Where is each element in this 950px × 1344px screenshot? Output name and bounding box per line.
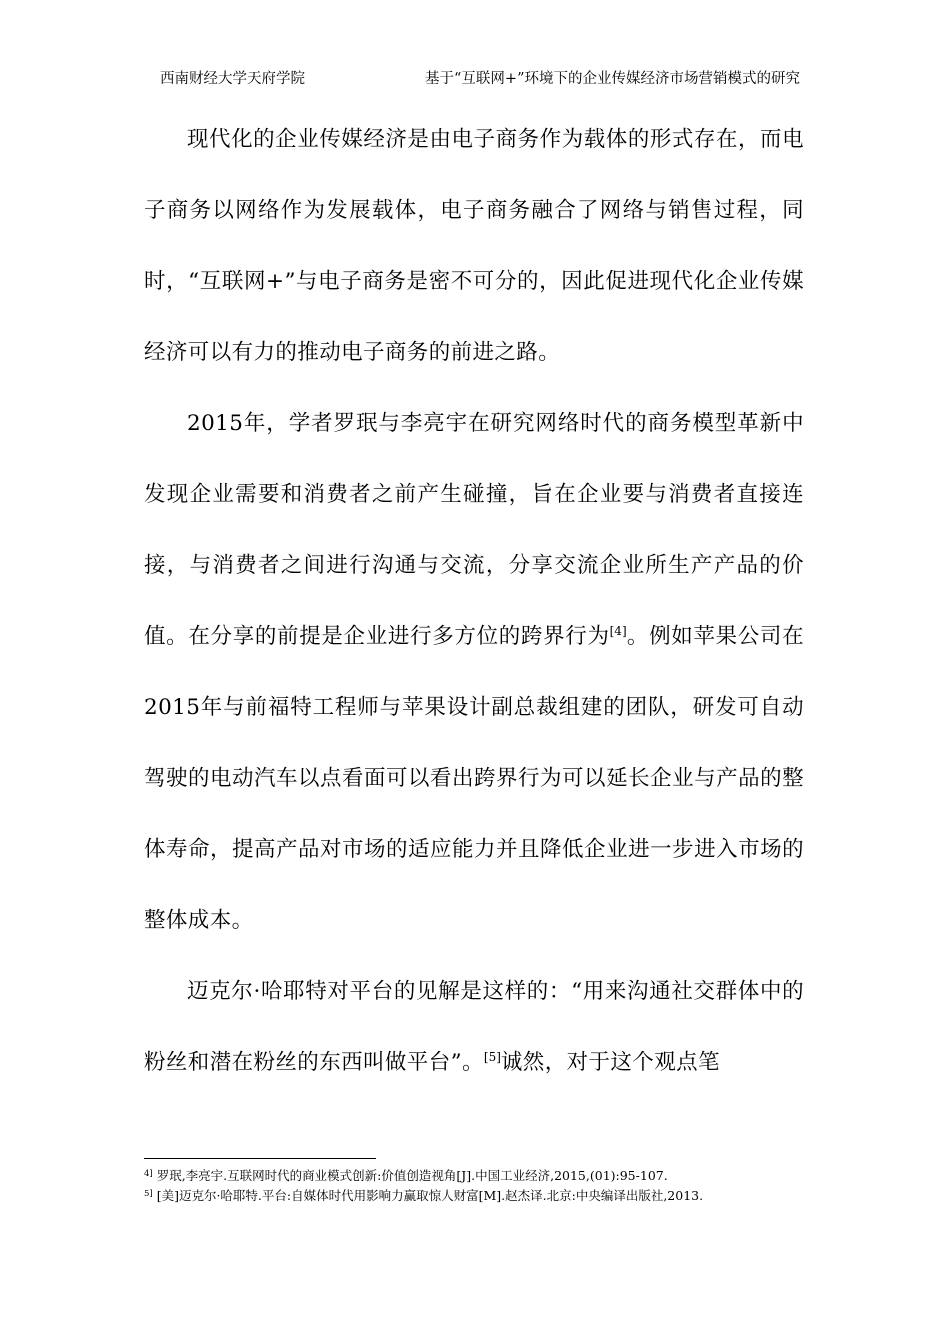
paragraph-3-text: 迈克尔·哈耶特对平台的见解是这样的：“用来沟通社交群体中的粉丝和潜在粉丝的东西叫做平台”。 [144, 979, 804, 1075]
footnotes [144, 1166, 824, 1206]
citation-ref-5[interactable]: [5] [483, 1050, 501, 1064]
paragraph-1 [144, 104, 804, 388]
paragraph-1-text: 现代化的企业传媒经济是由电子商务作为载体的形式存在，而电子商务以网络作为发展载体，电子商务融合了网络与销售过程，同时，“互联网+”与电子商务是密不可分的，因此促进现代化企业传媒经济可以有力的推动电子商务的前进之路。 [144, 127, 804, 365]
header-institution: 西南财经大学天府学院 [160, 71, 305, 87]
body-text [144, 104, 804, 1098]
paragraph-3-text-continued: 诚然，对于这个观点笔 [500, 1050, 720, 1075]
footnote-4-text: 罗珉,李亮宇.互联网时代的商业模式创新:价值创造视角[J].中国工业经济,2015,(01):95-107. [152, 1168, 668, 1183]
header-thesis-title: 基于“互联网+”环境下的企业传媒经济市场营销模式的研究 [425, 71, 800, 87]
footnote-4 [144, 1166, 824, 1186]
paragraph-2-text-continued: 。例如苹果公司在2015年与前福特工程师与苹果设计副总裁组建的团队，研发可自动驾驶的电动汽车以点看面可以看出跨界行为可以延长企业与产品的整体寿命，提高产品对市场的适应能力并且降低企业进一步进入市场的整体成本。 [144, 624, 805, 933]
footnote-5 [144, 1186, 824, 1206]
footnote-4-mark: 4] [144, 1169, 153, 1179]
paragraph-2 [144, 388, 804, 956]
citation-ref-4[interactable]: [4] [609, 624, 627, 638]
paragraph-3 [144, 956, 804, 1098]
footnote-5-mark: 5] [144, 1189, 153, 1199]
paragraph-2-text: 2015年，学者罗珉与李亮宇在研究网络时代的商务模型革新中发现企业需要和消费者之前产生碰撞，旨在企业要与消费者直接连接，与消费者之间进行沟通与交流，分享交流企业所生产产品的价值。在分享的前提是企业进行多方位的跨界行为 [144, 411, 804, 649]
footnote-separator [144, 1158, 376, 1159]
footnote-5-text: [美]迈克尔·哈耶特.平台:自媒体时代用影响力赢取惊人财富[M].赵杰译.北京:中央编译出版社,2013. [152, 1188, 704, 1203]
page-header [160, 68, 800, 90]
